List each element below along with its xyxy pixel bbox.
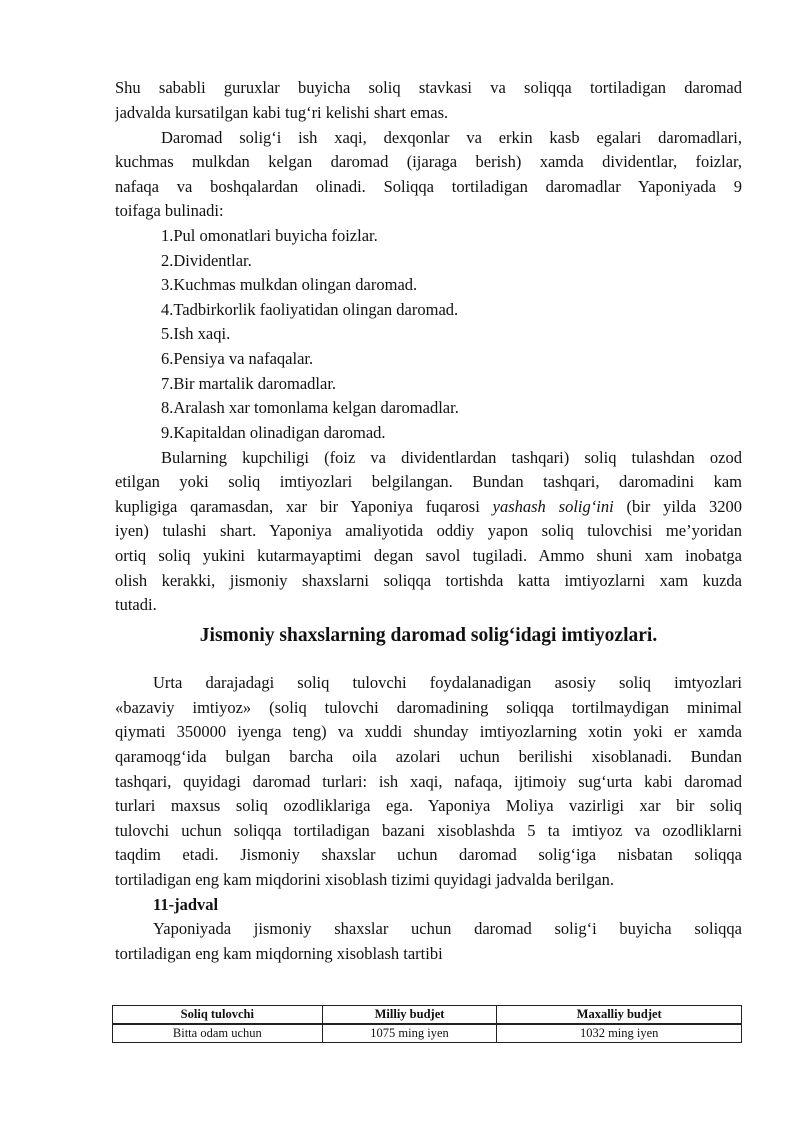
list-item: 1.Pul omonatlari buyicha foizlar.	[161, 226, 378, 245]
paragraph-line: Daromad solig‘i ish xaqi, dexqonlar va erkin kasb egalari daromadlari,	[161, 128, 742, 147]
paragraph-line: Urta darajadagi soliq tulovchi foydalanadigan asosiy soliq imtyozlari	[153, 673, 742, 692]
paragraph-line: taqdim etadi. Jismoniy shaxslar uchun daromad solig‘iga nisbatan soliqqa	[115, 845, 742, 864]
paragraph-line: etilgan yoki soliq imtiyozlari belgilangan. Bundan tashqari, daromadini kam	[115, 472, 742, 491]
paragraph-line	[115, 495, 742, 520]
paragraph-line: turlari maxsus soliq ozodliklariga ega. Yaponiya Moliya vazirligi xar bir soliq	[115, 796, 742, 815]
list-item: 8.Aralash xar tomonlama kelgan daromadlar.	[161, 398, 459, 417]
list-item: 3.Kuchmas mulkdan olingan daromad.	[161, 275, 418, 294]
paragraph-line: nafaqa va boshqalardan olinadi. Soliqqa tortiladigan daromadlar Yaponiyada 9	[115, 177, 742, 196]
paragraph-line: Bularning kupchiligi (foiz va dividentlardan tashqari) soliq tulashdan ozod	[161, 448, 742, 467]
table-cell: Bitta odam uchun	[113, 1024, 323, 1043]
paragraph-line: iyen) tulashi shart. Yaponiya amaliyotida oddiy yapon soliq tulovchisi me’yoridan	[115, 521, 742, 540]
paragraph-line: tutadi.	[115, 595, 157, 614]
list-item: 6.Pensiya va nafaqalar.	[161, 349, 314, 368]
table-cell: 1075 ming iyen	[322, 1024, 497, 1043]
column-header: Maxalliy budjet	[497, 1006, 742, 1025]
table-row	[113, 1024, 742, 1043]
paragraph-line: qiymati 350000 iyenga teng) va xuddi shunday imtiyozlarning xotin yoki er xamda	[115, 722, 742, 741]
paragraph-line: qaramoqg‘ida bulgan barcha oila azolari uchun berilishi xisoblanadi. Bundan	[115, 747, 742, 766]
table-cell: 1032 ming iyen	[497, 1024, 742, 1043]
section-heading: Jismoniy shaxslarning daromad solig‘idagi imtiyozlari.	[199, 625, 658, 646]
italic-term: yashash solig‘ini	[492, 497, 614, 516]
paragraph-line: tulovchi uchun soliqqa tortiladigan bazani xisoblashda 5 ta imtiyoz va ozodliklarni	[115, 821, 742, 840]
paragraph-line: ortiq soliq yukini kutarmayaptimi degan savol tugiladi. Ammo shuni xam inobatga	[115, 546, 742, 565]
paragraph-line: olish kerakki, jismoniy shaxslarni soliqqa tortishda katta imtiyozlarni xam kuzda	[115, 571, 742, 590]
tax-minimum-table	[112, 1005, 742, 1043]
column-header: Milliy budjet	[322, 1006, 497, 1025]
paragraph-line: tortiladigan eng kam miqdorini xisoblash tizimi quyidagi jadvalda berilgan.	[115, 870, 615, 889]
table-caption-line: tortiladigan eng kam miqdorning xisoblash tartibi	[115, 944, 443, 963]
table-label: 11-jadval	[153, 895, 219, 914]
paragraph-line: jadvalda kursatilgan kabi tug‘ri kelishi shart emas.	[115, 103, 449, 122]
paragraph-line: «bazaviy imtiyoz» (soliq tulovchi daromadining soliqqa tortilmaydigan minimal	[115, 698, 742, 717]
column-header: Soliq tulovchi	[113, 1006, 323, 1025]
list-item: 4.Tadbirkorlik faoliyatidan olingan daromad.	[161, 300, 459, 319]
paragraph-line: kuchmas mulkdan kelgan daromad (ijaraga berish) xamda dividentlar, foizlar,	[115, 152, 742, 171]
list-item: 5.Ish xaqi.	[161, 324, 231, 343]
list-item: 9.Kapitaldan olinadigan daromad.	[161, 423, 386, 442]
list-item: 2.Dividentlar.	[161, 251, 252, 270]
paragraph-line: Shu sababli guruxlar buyicha soliq stavkasi va soliqqa tortiladigan daromad	[115, 78, 742, 97]
text-span: (bir yilda 3200	[613, 497, 742, 516]
list-item: 7.Bir martalik daromadlar.	[161, 374, 337, 393]
table-caption-line: Yaponiyada jismoniy shaxslar uchun daromad solig‘i buyicha soliqqa	[153, 919, 742, 938]
paragraph-line: toifaga bulinadi:	[115, 201, 224, 220]
text-span: kupligiga qaramasdan, xar bir Yaponiya fuqarosi	[115, 497, 493, 516]
table-header-row	[113, 1006, 742, 1025]
paragraph-line: tashqari, quyidagi daromad turlari: ish xaqi, nafaqa, ijtimoiy sug‘urta kabi daromad	[115, 772, 742, 791]
